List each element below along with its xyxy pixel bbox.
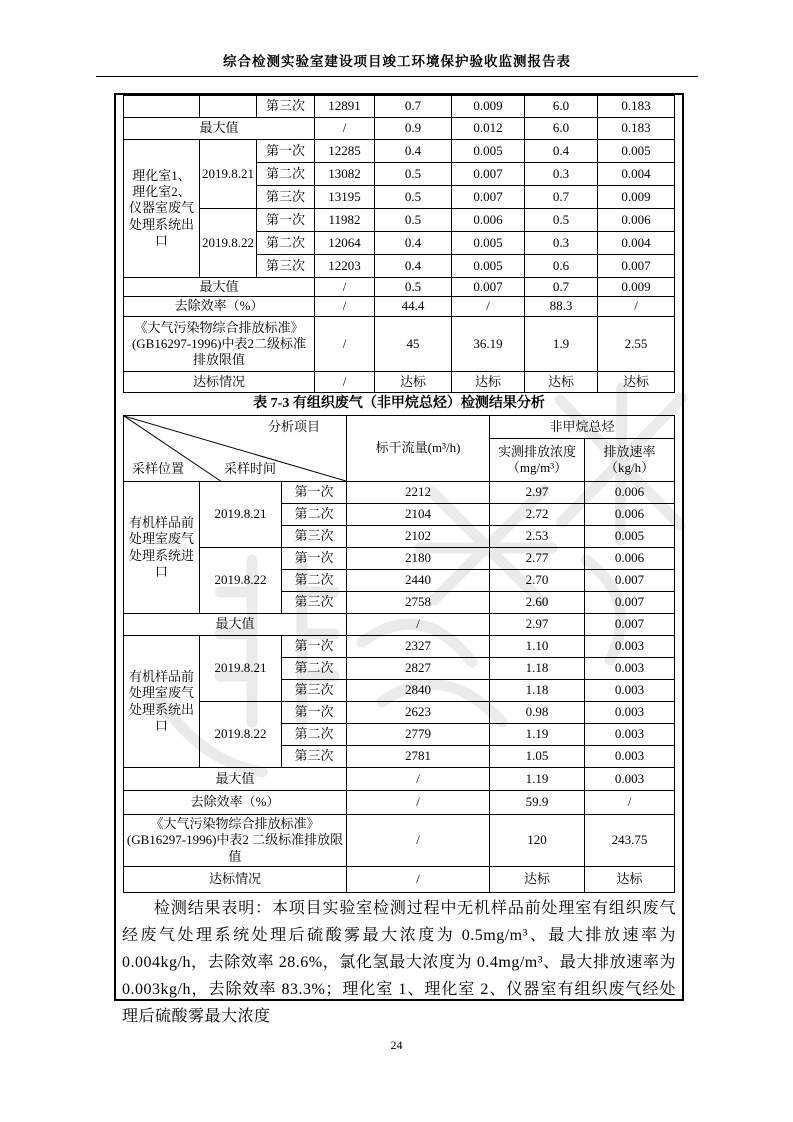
flow-cell: 2840 xyxy=(347,680,490,702)
value-cell: 2.77 xyxy=(490,548,585,570)
value-cell: 0.4 xyxy=(375,140,452,163)
value-cell: 1.05 xyxy=(490,746,585,768)
status-cell: 达标 xyxy=(525,372,598,393)
trial-cell: 第三次 xyxy=(282,526,347,548)
trial-cell: 第二次 xyxy=(282,570,347,592)
header-rate: 排放速率（kg/h） xyxy=(585,439,675,482)
value-cell: 2.70 xyxy=(490,570,585,592)
trial-cell: 第一次 xyxy=(257,140,315,163)
trial-cell: 第一次 xyxy=(257,209,315,232)
flow-cell: 13082 xyxy=(315,163,375,186)
value-cell: 1.18 xyxy=(490,658,585,680)
value-cell: 0.009 xyxy=(598,278,675,297)
value-cell: 0.3 xyxy=(525,232,598,255)
site-cell: 有机样品前处理室废气处理系统出口 xyxy=(124,636,200,768)
flow-cell: 2758 xyxy=(347,592,490,614)
trial-cell: 第三次 xyxy=(257,255,315,278)
trial-cell: 第二次 xyxy=(257,232,315,255)
table-row xyxy=(124,372,675,393)
value-cell: 0.009 xyxy=(452,96,525,118)
table-row xyxy=(124,118,675,140)
value-cell: 0.004 xyxy=(598,163,675,186)
value-cell: 0.007 xyxy=(585,570,675,592)
label-cell-standard-limit: 《大气污染物综合排放标准》(GB16297-1996)中表2二级标准排放限值 xyxy=(124,317,315,372)
table-header-row xyxy=(124,416,675,439)
value-cell: 0.4 xyxy=(525,140,598,163)
value-cell: 0.4 xyxy=(375,232,452,255)
value-cell: 2.72 xyxy=(490,504,585,526)
status-cell: 达标 xyxy=(452,372,525,393)
trial-cell: 第一次 xyxy=(282,702,347,724)
trial-cell: 第一次 xyxy=(282,636,347,658)
date-cell: 2019.8.22 xyxy=(200,702,282,768)
label-cell-max: 最大值 xyxy=(124,614,347,636)
flow-cell: / xyxy=(315,317,375,372)
value-cell: 0.003 xyxy=(585,680,675,702)
value-cell: 0.006 xyxy=(598,209,675,232)
table-row xyxy=(124,96,675,118)
status-cell: 达标 xyxy=(598,372,675,393)
table-row xyxy=(124,768,675,791)
table-row xyxy=(124,548,675,570)
flow-cell: 2440 xyxy=(347,570,490,592)
value-cell: 0.7 xyxy=(525,186,598,209)
header-nmhc: 非甲烷总烃 xyxy=(490,416,675,439)
date-cell: 2019.8.22 xyxy=(200,548,282,614)
value-cell: 0.007 xyxy=(585,592,675,614)
value-cell: 0.183 xyxy=(598,118,675,140)
trial-cell: 第三次 xyxy=(257,96,315,118)
table-row xyxy=(124,636,675,658)
flow-cell: / xyxy=(315,278,375,297)
table-row xyxy=(124,482,675,504)
value-cell: 1.10 xyxy=(490,636,585,658)
trial-cell: 第二次 xyxy=(282,658,347,680)
date-cell: 2019.8.21 xyxy=(200,482,282,548)
result-summary-paragraph: 检测结果表明：本项目实验室检测过程中无机样品前处理室有组织废气经废气处理系统处理后硫酸雾最大浓度为 0.5mg/m³、最大排放速率为 0.004kg/h，去除效率 28.6%，氯化氢最大浓度为 0.4mg/m³、最大排放速率为 0.003kg/h，去除效率 83.3%；理化室 1、理化室 2、仪器室有组织废气经处理后硫酸雾最大浓度 xyxy=(122,900,676,1025)
value-cell: / xyxy=(452,297,525,317)
value-cell: 1.9 xyxy=(525,317,598,372)
flow-cell: 13195 xyxy=(315,186,375,209)
value-cell: 2.55 xyxy=(598,317,675,372)
value-cell: 0.4 xyxy=(375,255,452,278)
value-cell: 0.006 xyxy=(585,482,675,504)
value-cell: 0.007 xyxy=(598,255,675,278)
flow-cell: 2102 xyxy=(347,526,490,548)
value-cell: 0.006 xyxy=(452,209,525,232)
flow-cell: 2104 xyxy=(347,504,490,526)
value-cell: 0.6 xyxy=(525,255,598,278)
value-cell: 0.012 xyxy=(452,118,525,140)
date-cell: 2019.8.21 xyxy=(200,636,282,702)
page-header-title: 综合检测实验室建设项目竣工环境保护验收监测报告表 xyxy=(96,50,698,77)
value-cell: 0.003 xyxy=(585,724,675,746)
table-row xyxy=(124,867,675,893)
value-cell: 0.7 xyxy=(375,96,452,118)
value-cell: 0.003 xyxy=(585,636,675,658)
flow-cell: / xyxy=(347,791,490,815)
value-cell: 1.18 xyxy=(490,680,585,702)
value-cell: 0.009 xyxy=(598,186,675,209)
status-cell: 达标 xyxy=(585,867,675,893)
value-cell: 0.007 xyxy=(452,186,525,209)
table-row xyxy=(124,614,675,636)
label-cell-compliance: 达标情况 xyxy=(124,867,347,893)
trial-cell: 第二次 xyxy=(257,163,315,186)
header-analysis-item: 分析项目 xyxy=(268,419,321,434)
flow-cell: 2781 xyxy=(347,746,490,768)
table-row xyxy=(124,815,675,867)
value-cell: 2.97 xyxy=(490,482,585,504)
trial-cell: 第一次 xyxy=(282,548,347,570)
date-cell: 2019.8.21 xyxy=(200,140,257,209)
status-cell: 达标 xyxy=(490,867,585,893)
flow-cell: / xyxy=(347,614,490,636)
status-cell: 达标 xyxy=(375,372,452,393)
value-cell: 0.9 xyxy=(375,118,452,140)
site-cell: 有机样品前处理室废气处理系统进口 xyxy=(124,482,200,614)
header-sample-time: 采样时间 xyxy=(224,460,277,476)
value-cell: 0.005 xyxy=(452,255,525,278)
value-cell: 0.5 xyxy=(375,278,452,297)
flow-cell: / xyxy=(347,867,490,893)
value-cell: 0.005 xyxy=(598,140,675,163)
header-concentration: 实测排放浓度（mg/m³） xyxy=(490,439,585,482)
flow-cell: 2779 xyxy=(347,724,490,746)
flow-cell: 12285 xyxy=(315,140,375,163)
value-cell: 45 xyxy=(375,317,452,372)
label-cell-removal-rate: 去除效率（%） xyxy=(124,791,347,815)
value-cell: 120 xyxy=(490,815,585,867)
value-cell: 36.19 xyxy=(452,317,525,372)
table-row xyxy=(124,278,675,297)
trial-cell: 第三次 xyxy=(282,592,347,614)
flow-cell: 2180 xyxy=(347,548,490,570)
value-cell: 0.98 xyxy=(490,702,585,724)
flow-cell: 2327 xyxy=(347,636,490,658)
value-cell: 0.006 xyxy=(585,504,675,526)
site-cell: 理化室1、理化室2、仪器室废气处理系统出口 xyxy=(124,140,200,278)
value-cell: 0.7 xyxy=(525,278,598,297)
value-cell: 0.3 xyxy=(525,163,598,186)
value-cell: 0.007 xyxy=(452,163,525,186)
flow-cell: 2827 xyxy=(347,658,490,680)
flow-cell: / xyxy=(347,815,490,867)
trial-cell: 第三次 xyxy=(282,746,347,768)
diagonal-header-cell xyxy=(124,416,347,482)
label-cell-standard-limit: 《大气污染物综合排放标准》(GB16297-1996)中表2 二级标准排放限值 xyxy=(124,815,347,867)
nmhc-waste-gas-results-table xyxy=(123,415,675,893)
value-cell: 0.005 xyxy=(452,140,525,163)
value-cell: 0.003 xyxy=(585,746,675,768)
flow-cell: / xyxy=(315,297,375,317)
empty-cell xyxy=(124,96,200,118)
value-cell: / xyxy=(585,791,675,815)
value-cell: 243.75 xyxy=(585,815,675,867)
header-flow: 标干流量(m³/h) xyxy=(347,416,490,482)
value-cell: 6.0 xyxy=(525,96,598,118)
flow-cell: / xyxy=(315,118,375,140)
value-cell: 0.006 xyxy=(585,548,675,570)
value-cell: 0.5 xyxy=(375,163,452,186)
value-cell: 0.5 xyxy=(525,209,598,232)
flow-cell: / xyxy=(315,372,375,393)
value-cell: 0.005 xyxy=(452,232,525,255)
value-cell: 0.003 xyxy=(585,702,675,724)
value-cell: 0.003 xyxy=(585,658,675,680)
trial-cell: 第一次 xyxy=(282,482,347,504)
value-cell: 2.60 xyxy=(490,592,585,614)
table-row xyxy=(124,297,675,317)
flow-cell: 12064 xyxy=(315,232,375,255)
table-row xyxy=(124,140,675,163)
table-row xyxy=(124,702,675,724)
label-cell-max: 最大值 xyxy=(124,278,315,297)
flow-cell: / xyxy=(347,768,490,791)
label-cell-max: 最大值 xyxy=(124,118,315,140)
flow-cell: 2212 xyxy=(347,482,490,504)
value-cell: 0.5 xyxy=(375,209,452,232)
content-frame xyxy=(114,93,684,1025)
trial-cell: 第二次 xyxy=(282,724,347,746)
value-cell: 2.97 xyxy=(490,614,585,636)
flow-cell: 2623 xyxy=(347,702,490,724)
value-cell: 0.005 xyxy=(585,526,675,548)
header-sample-site: 采样位置 xyxy=(132,460,185,476)
value-cell: 0.007 xyxy=(585,614,675,636)
flow-cell: 12891 xyxy=(315,96,375,118)
trial-cell: 第三次 xyxy=(257,186,315,209)
label-cell-max: 最大值 xyxy=(124,768,347,791)
flow-cell: 11982 xyxy=(315,209,375,232)
value-cell: 0.007 xyxy=(452,278,525,297)
value-cell: 2.53 xyxy=(490,526,585,548)
trial-cell: 第二次 xyxy=(282,504,347,526)
date-cell: 2019.8.22 xyxy=(200,209,257,278)
value-cell: 88.3 xyxy=(525,297,598,317)
value-cell: 1.19 xyxy=(490,768,585,791)
value-cell: 59.9 xyxy=(490,791,585,815)
value-cell: 0.004 xyxy=(598,232,675,255)
value-cell: 44.4 xyxy=(375,297,452,317)
table-row xyxy=(124,791,675,815)
value-cell: 0.5 xyxy=(375,186,452,209)
value-cell: 0.003 xyxy=(585,768,675,791)
value-cell: 0.183 xyxy=(598,96,675,118)
inorganic-waste-gas-results-table xyxy=(123,95,675,393)
table-row xyxy=(124,317,675,372)
label-cell-removal-rate: 去除效率（%） xyxy=(124,297,315,317)
value-cell: 6.0 xyxy=(525,118,598,140)
empty-cell xyxy=(200,96,257,118)
value-cell: / xyxy=(598,297,675,317)
flow-cell: 12203 xyxy=(315,255,375,278)
trial-cell: 第三次 xyxy=(282,680,347,702)
value-cell: 1.19 xyxy=(490,724,585,746)
table-row xyxy=(124,209,675,232)
page-number: 24 xyxy=(390,1038,403,1052)
label-cell-compliance: 达标情况 xyxy=(124,372,315,393)
table-7-3-title: 表 7-3 有组织废气（非甲烷总烃）检测结果分析 xyxy=(253,396,545,411)
